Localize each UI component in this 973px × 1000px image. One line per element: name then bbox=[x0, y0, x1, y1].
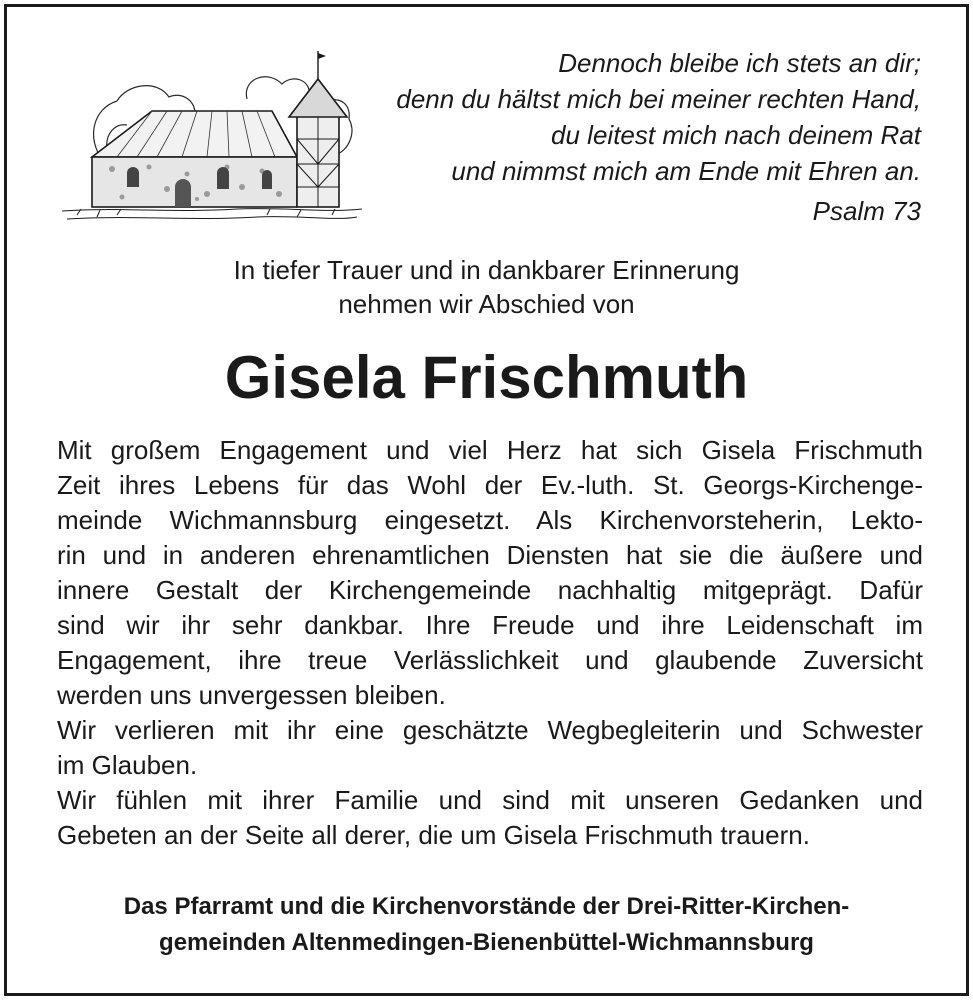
tribute-line: Wir fühlen mit ihrer Familie und sind mit unseren Gedanken und bbox=[57, 785, 923, 815]
church-illustration bbox=[57, 39, 367, 234]
tribute-line: meinde Wichmannsburg eingesetzt. Als Kirchenvorsteherin, Lekto- bbox=[57, 505, 923, 535]
psalm-quote bbox=[396, 45, 921, 229]
quote-line: du leitest mich nach deinem Rat bbox=[551, 120, 921, 150]
tribute-line: Gebeten an der Seite all derer, die um Gisela Frischmuth trauern. bbox=[57, 820, 810, 850]
tribute-line: Engagement, ihre treue Verlässlichkeit und glaubende Zuversicht bbox=[57, 645, 923, 675]
signature-line-2: gemeinden Altenmedingen-Bienenbüttel-Wichmannsburg bbox=[159, 929, 814, 956]
deceased-name: Gisela Frischmuth bbox=[224, 344, 749, 411]
tribute-line: sind wir ihr sehr dankbar. Ihre Freude und ihre Leidenschaft im bbox=[57, 610, 923, 640]
tribute-line: Wir verlieren mit ihr eine geschätzte Wegbegleiterin und Schwester bbox=[57, 715, 923, 745]
intro-line-2: nehmen wir Abschied von bbox=[338, 289, 635, 319]
tribute-line: Zeit ihres Lebens für das Wohl der Ev.-luth. St. Georgs-Kirchenge- bbox=[57, 470, 923, 500]
obituary-notice bbox=[4, 4, 969, 996]
intro-line-1: In tiefer Trauer und in dankbarer Erinnerung bbox=[233, 255, 740, 285]
quote-line: und nimmst mich am Ende mit Ehren an. bbox=[451, 156, 921, 186]
quote-source: Psalm 73 bbox=[812, 196, 921, 226]
tribute-line: im Glauben. bbox=[57, 750, 198, 780]
signature-block bbox=[7, 889, 966, 961]
quote-line: Dennoch bleibe ich stets an dir; bbox=[558, 48, 921, 78]
tribute-text bbox=[57, 433, 923, 853]
signature-line-1: Das Pfarramt und die Kirchenvorstände der Drei-Ritter-Kirchen- bbox=[123, 893, 850, 920]
tribute-line: innere Gestalt der Kirchengemeinde nachhaltig mitgeprägt. Dafür bbox=[57, 575, 923, 605]
intro-text bbox=[7, 253, 966, 321]
tribute-line: Mit großem Engagement und viel Herz hat sich Gisela Frischmuth bbox=[57, 435, 923, 465]
tribute-line: rin und in anderen ehrenamtlichen Diensten hat sie die äußere und bbox=[57, 540, 923, 570]
tribute-line: werden uns unvergessen bleiben. bbox=[57, 680, 446, 710]
quote-line: denn du hältst mich bei meiner rechten Hand, bbox=[396, 84, 921, 114]
